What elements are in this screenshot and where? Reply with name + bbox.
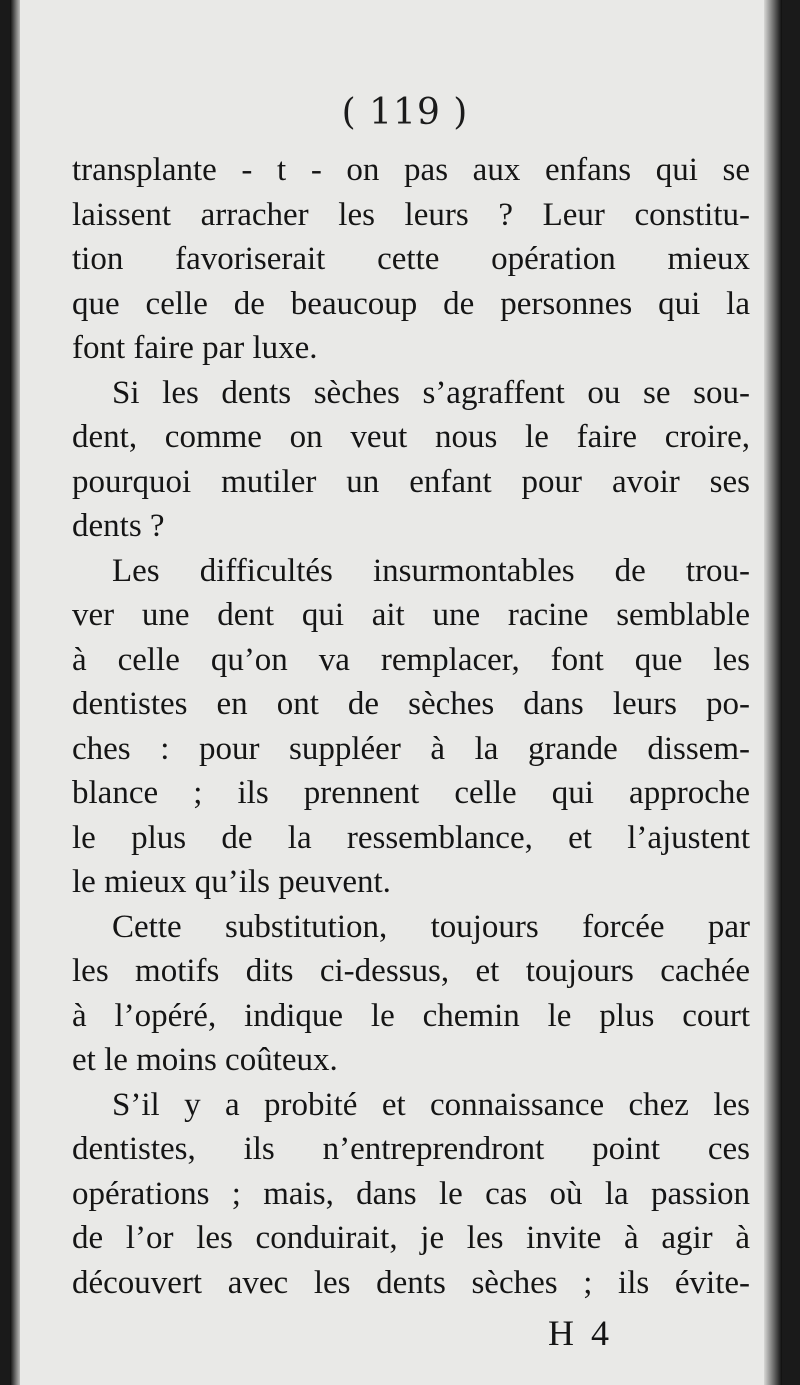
text-line: ver une dent qui ait une racine semblable xyxy=(72,597,750,633)
text-line: les motifs dits ci-dessus, et toujours cachée xyxy=(72,953,750,989)
text-line: le plus de la ressemblance, et l’ajustent xyxy=(72,819,750,856)
text-line: découvert avec les dents sèches ; ils évite- xyxy=(72,1264,750,1301)
text-line: le mieux qu’ils peuvent. xyxy=(72,864,391,900)
text-line: laissent arracher les leurs ? Leur constitu- xyxy=(72,196,750,233)
text-line: dents ? xyxy=(72,508,165,544)
text-line: ches : pour suppléer à la grande dissem- xyxy=(72,730,750,767)
page-right-edge xyxy=(764,0,782,1385)
text-line: de l’or les conduirait, je les invite à agir à xyxy=(72,1220,750,1256)
text-line: S’il y a probité et connaissance chez les xyxy=(112,1086,750,1123)
page-left-edge xyxy=(10,0,20,1385)
text-line: pourquoi mutiler un enfant pour avoir ses xyxy=(72,463,750,500)
text-line: à l’opéré, indique le chemin le plus court xyxy=(72,997,750,1034)
text-line: tion favoriserait cette opération mieux xyxy=(72,241,750,277)
text-line: Si les dents sèches s’agraffent ou se sou- xyxy=(112,374,750,411)
text-line: que celle de beaucoup de personnes qui la xyxy=(72,285,750,322)
text-line: opérations ; mais, dans le cas où la passion xyxy=(72,1175,750,1212)
text-line: à celle qu’on va remplacer, font que les xyxy=(72,641,750,678)
text-line: transplante - t - on pas aux enfans qui se xyxy=(72,152,750,188)
text-line: dentistes en ont de sèches dans leurs po- xyxy=(72,686,750,722)
text-line: blance ; ils prennent celle qui approche xyxy=(72,775,750,811)
page-number: ( 119 ) xyxy=(341,92,469,133)
text-line: dent, comme on veut nous le faire croire, xyxy=(72,419,750,455)
body-text xyxy=(72,148,750,1305)
text-line: dentistes, ils n’entreprendront point ces xyxy=(72,1131,750,1167)
text-line: et le moins coûteux. xyxy=(72,1042,338,1078)
text-line: Les difficultés insurmontables de trou- xyxy=(112,552,750,589)
book-page xyxy=(10,0,782,1385)
signature-mark: H 4 xyxy=(548,1313,613,1353)
text-line: Cette substitution, toujours forcée par xyxy=(112,908,750,945)
text-line: font faire par luxe. xyxy=(72,330,318,366)
